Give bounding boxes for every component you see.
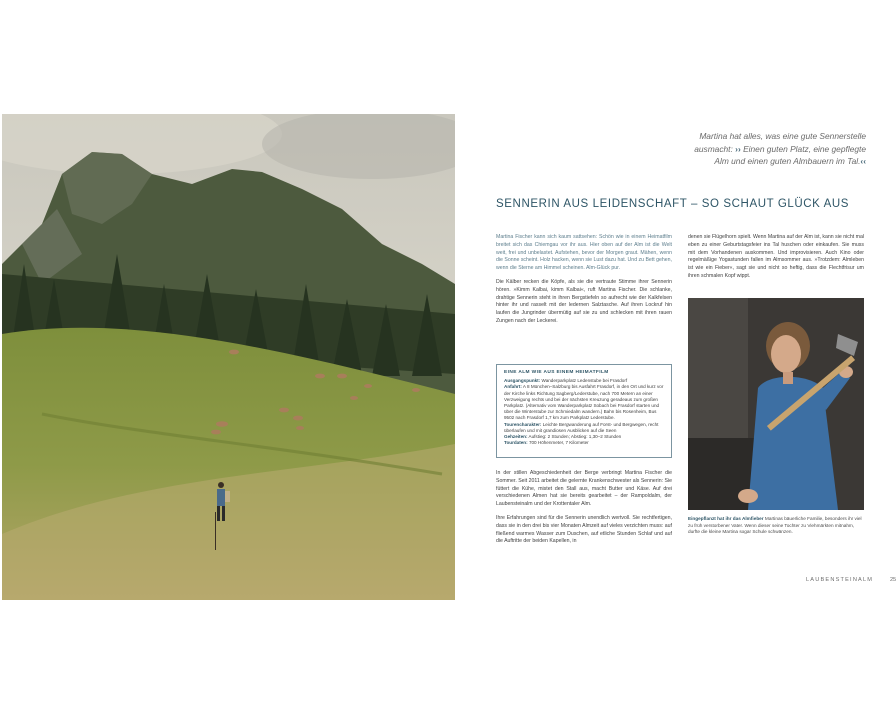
sennerin-portrait-photo: [688, 298, 864, 510]
pull-quote: [690, 130, 866, 168]
alpine-meadow-photo: [2, 114, 455, 600]
body-paragraph: Die Kälber recken die Köpfe, als sie die vertraute Stimme ihrer Sennerin hören. »Kimm Kalbai, kimm Kalbai«, ruft Martina Fischer. Die schlanke, drahtige Sennerin steht in ihren Bergstiefeln so aufrecht wie der Kalkfelsen hinter ihr und rasselt mit der ledernen Salztasche. Auf ihren Lockruf hin laufen die Jungrinder übermütig auf sie zu und schlecken mit ihren rauen Zungen nach der Leckerei.: [496, 278, 672, 324]
tour-info-box: [496, 364, 672, 458]
quote-line2-prefix: ausmacht:: [694, 143, 733, 154]
quote-line2-rest: Einen guten Platz, eine gepflegte: [743, 143, 866, 154]
caption-text: Martinas bäuerliche Familie, besonders ihr viel zu früh verstorbener Vater. Wenn dieser seine Tochter zu Viehmärkten mitnahm, durfte die kleine Martina sogar Schule schwänzen.: [688, 516, 862, 535]
info-times: Gehzeiten: Aufstieg: 2 Stunden; Abstieg: 1,30–2 Stunden: [504, 434, 622, 440]
text-column-left-lower: [496, 470, 672, 552]
page-footer: [806, 577, 896, 583]
quote-line3: Alm und einen guten Almbauern im Tal.: [714, 156, 861, 167]
info-start: Ausgangspunkt: Wanderparkplatz Ledenstube bei Frasdorf: [504, 378, 628, 384]
page-number: 25: [889, 577, 896, 583]
quote-close-mark: ‹‹: [860, 156, 866, 167]
text-column-right: [688, 234, 864, 287]
info-character: Tourencharakter: Leichte Bergwanderung auf Forst- und Bergwegen, recht überlaufen und mit grandiosen Ausblicken auf die Seen: [504, 421, 659, 433]
body-paragraph: denen sie Flügelhorn spielt. Wenn Martina auf der Alm ist, kann sie nicht mal eben zu einer Geburtstagsfeier ins Tal huschen oder einkaufen. Sie muss mit dem Vorhandenen auskommen. Und improvisieren. Auch Kino oder regelmäßige Yogastunden fallen im Almsommer aus. »Trotzdem: Almleben ist wie ein Fieber«, sagt sie und nicht so heftig, dass die Flechtfrisur um ihren schmalen Kopf wippt.: [688, 234, 864, 279]
lead-paragraph: Martina Fischer kann sich kaum sattsehen: Schön wie in einem Heimatfilm breitet sich das Chiemgau vor ihr aus. Hier oben auf der Alm ist die Welt weit, frei und unbelastet. Aufstehen, bevor der Morgen graut. Mähen, wenn die Sonne scheint. Holz hacken, wenn sie Lust dazu hat. Und zu Bett gehen, wenn die Sterne am Himmel scheinen. Alm-Glück pur.: [496, 234, 672, 272]
caption-bold: Eingepflanzt hat ihr das Almfieber: [688, 516, 764, 521]
quote-line1: Martina hat alles, was eine gute Sennerstelle: [699, 131, 866, 141]
article-heading: SENNERIN AUS LEIDENSCHAFT – SO SCHAUT GLÜCK AUS: [496, 198, 850, 210]
text-column-left: [496, 234, 672, 332]
section-name: LAUBENSTEINALM: [806, 577, 874, 583]
info-arrival: Anfahrt: A 8 München–Salzburg bis Ausfahrt Frasdorf, in den Ort und kurz vor der Kirche links Richtung Sagberg/Lederstube, nach 700 Metern an einer Verzweigung rechts und bei der nächsten Kreuzung geradeaus zum großen Parkplatz. (Alternativ vom Wanderparkplatz Sobach bei Frasdorf starten und über die Winterstube zur Schmiedalm wandern.) Bahn bis Rosenheim, Bus 9502 nach Frasdorf 1,7 km zum Parkplatz Lederstube.: [504, 384, 664, 421]
info-data: Tourdaten: 700 Höhenmeter, 7 Kilometer: [504, 440, 589, 446]
body-paragraph: In der stillen Abgeschiedenheit der Berge verbringt Martina Fischer die Sommer. Seit 2011 arbeitet die gelernte Krankenschwester als Sennerin: Sie füttert die Kühe, mistet den Stall aus, macht Butter und Käse. Auf drei verschiedenen Almen hat sie bereits gearbeitet – der Rampoldalm, der Laubensteinalm und der Krottentaler Alm.: [496, 470, 672, 508]
body-paragraph: Ihre Erfahrungen sind für die Sennerin unendlich wertvoll. Sie rechtfertigen, dass sie in den drei bis vier Monaten Almzeit auf vieles verzichten muss: auf fließend warmes Wasser zum Duschen, auf etliche Stunden Schlaf und auf die Auftritte der beiden Kapellen, in: [496, 514, 672, 545]
photo-caption: [688, 516, 864, 536]
quote-open-mark: ››: [735, 143, 741, 154]
info-box-title: EINE ALM WIE AUS EINEM HEIMATFILM: [504, 370, 609, 375]
